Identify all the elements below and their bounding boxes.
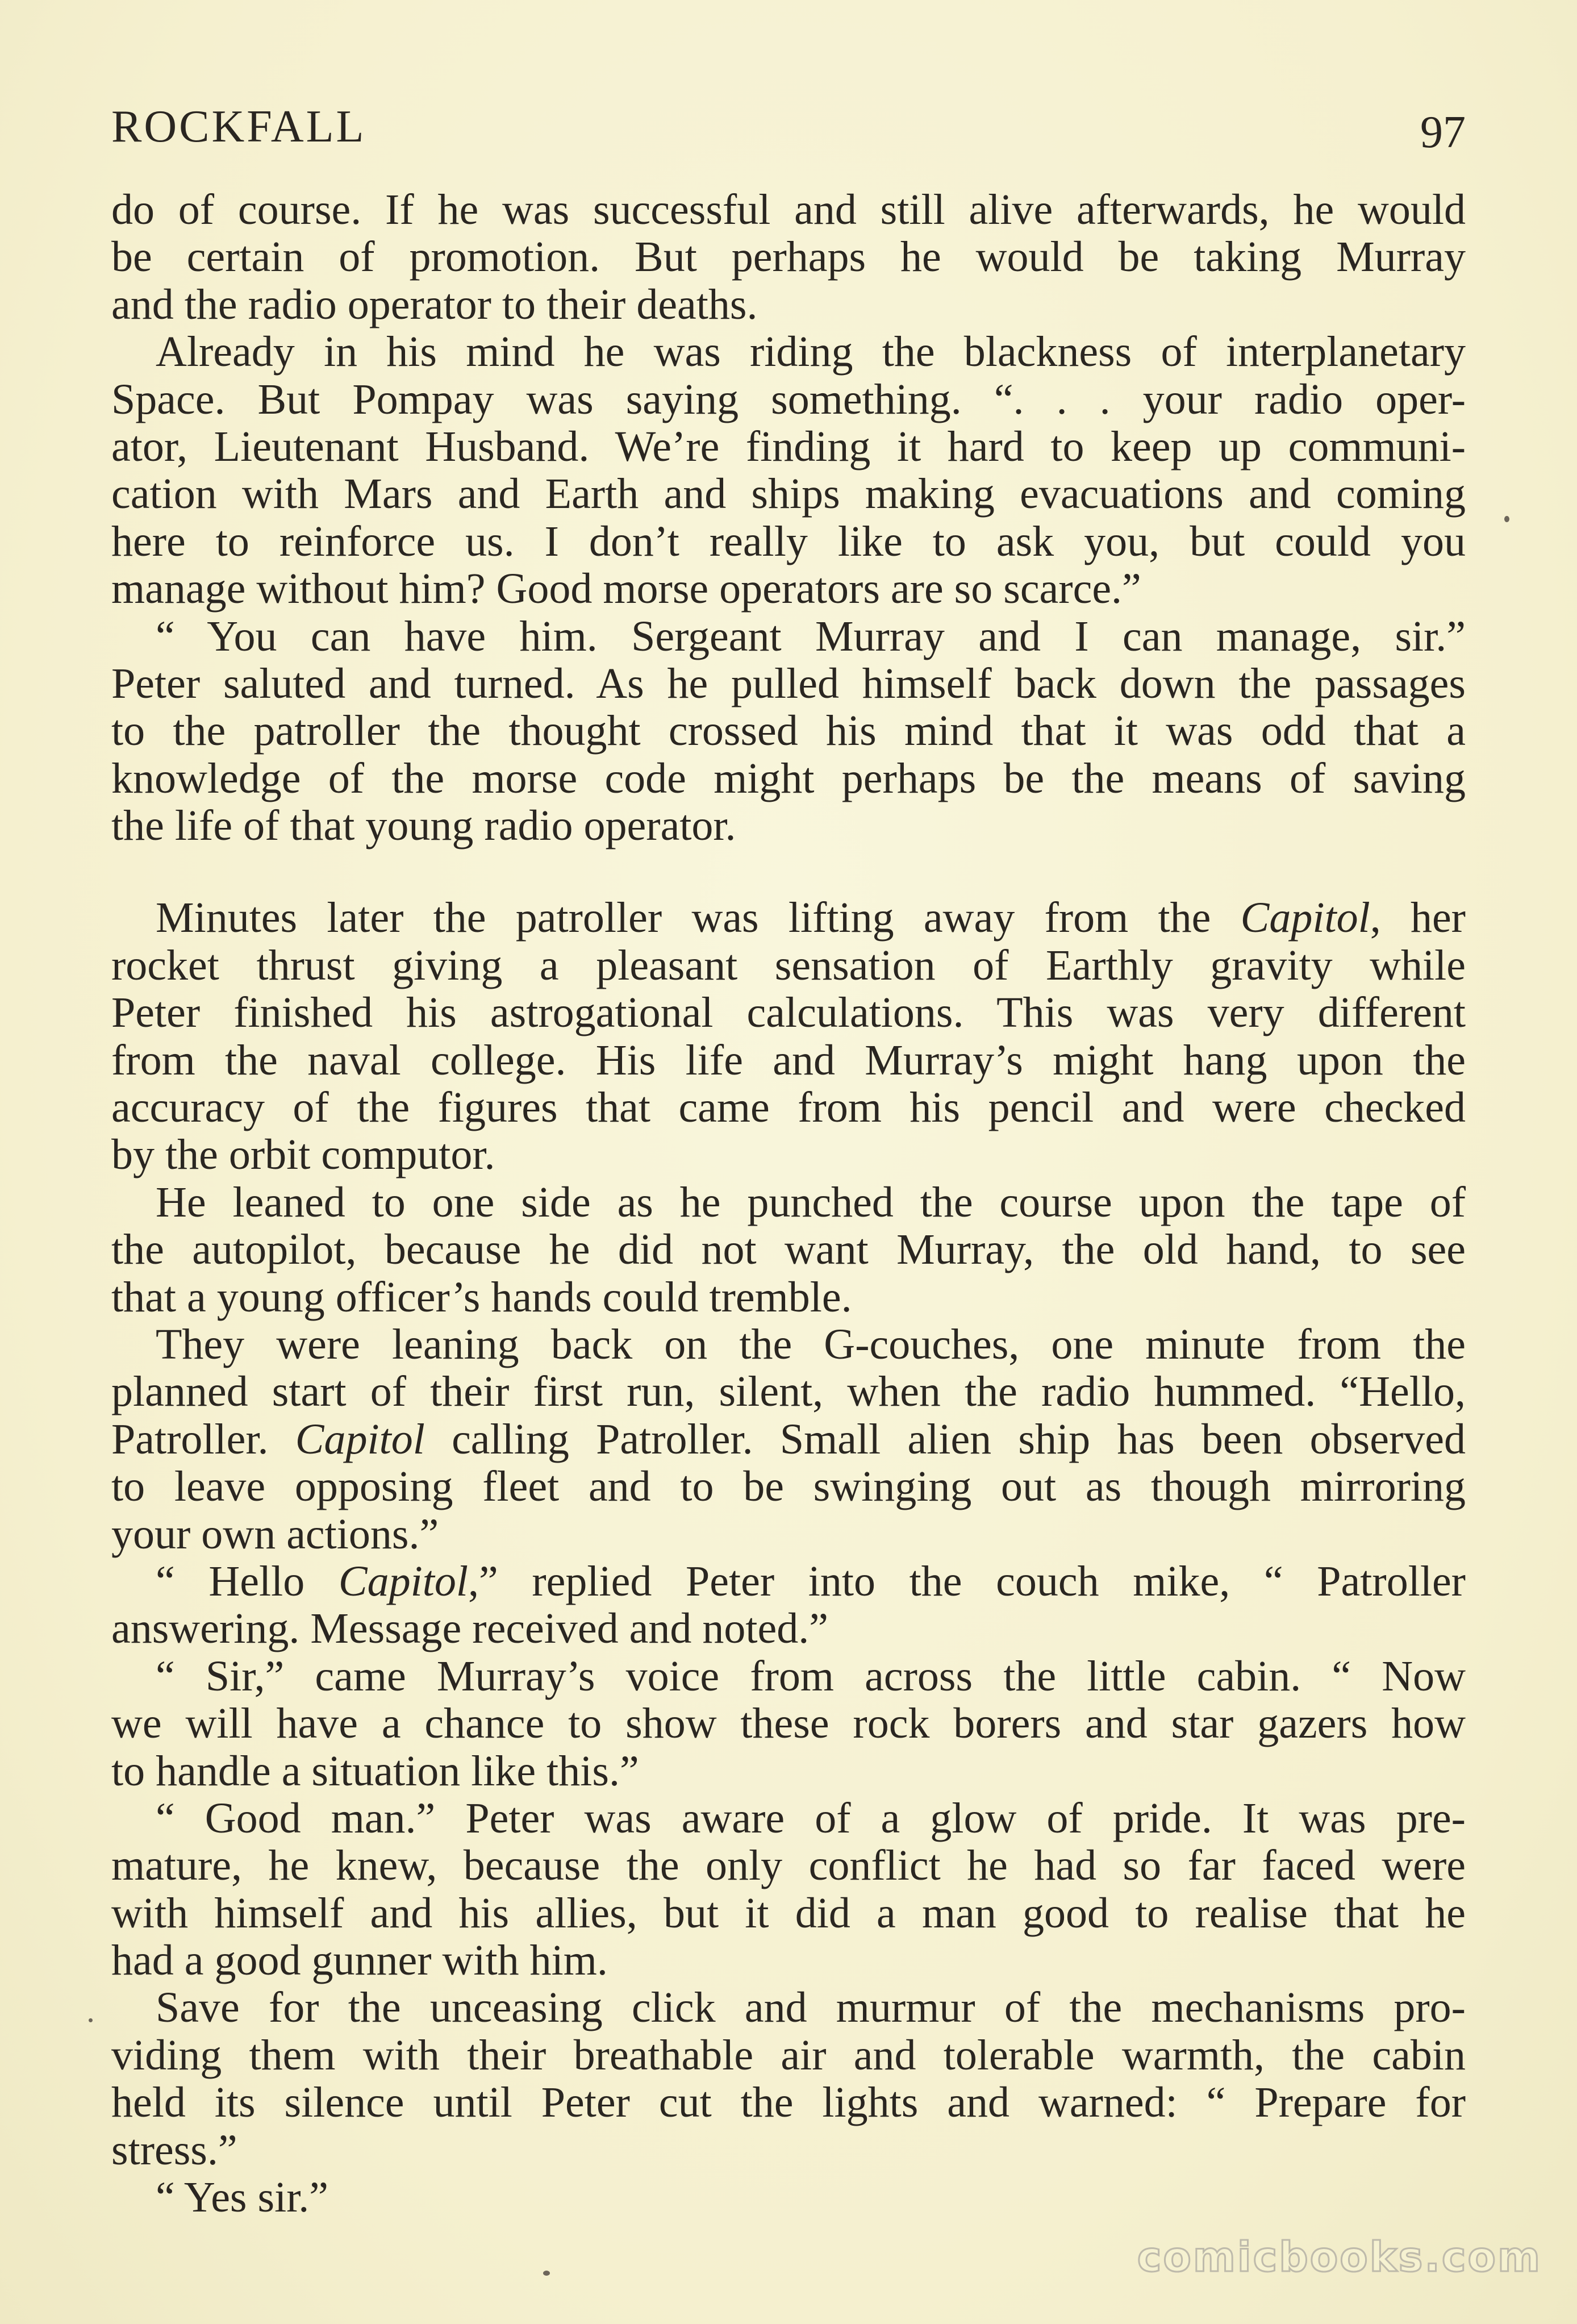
text-line: “ Yes sir.”: [156, 2173, 329, 2222]
text-line: by the orbit computor.: [111, 1131, 495, 1179]
text-line: Save for the unceasing click and murmur of the mechanisms pro-: [156, 1984, 1466, 2032]
section-break: [111, 849, 1466, 894]
text-line: to handle a situation like this.”: [111, 1747, 639, 1795]
text-line: to the patroller the thought crossed his mind that it was odd that a: [111, 707, 1466, 755]
text-line: we will have a chance to show these rock borers and star gazers how: [111, 1700, 1466, 1748]
text-line: “ Good man.” Peter was aware of a glow of pride. It was pre-: [156, 1794, 1466, 1842]
text-line: Peter saluted and turned. As he pulled himself back down the passages: [111, 659, 1466, 707]
running-title: ROCKFALL: [111, 102, 366, 152]
text-line: accuracy of the figures that came from his pencil and were checked: [111, 1084, 1466, 1132]
text-line: manage without him? Good morse operators are so scarce.”: [111, 565, 1141, 613]
text-line: rocket thrust giving a pleasant sensation of Earthly gravity while: [111, 941, 1466, 989]
text-line: to leave opposing fleet and to be swinging out as though mirroring: [111, 1463, 1466, 1511]
text-line: cation with Mars and Earth and ships making evacuations and coming: [111, 470, 1466, 518]
text-line: answering. Message received and noted.”: [111, 1605, 828, 1653]
text-line: do of course. If he was successful and still alive afterwards, he would: [111, 186, 1466, 234]
text-line: Space. But Pompay was saying something. “. . . your radio oper-: [111, 375, 1466, 423]
text-line-part: , her: [1370, 894, 1466, 942]
text-line: They were leaning back on the G-couches, one minute from the: [156, 1320, 1466, 1368]
text-line: [111, 1558, 1466, 1605]
text-line: the autopilot, because he did not want Murray, the old hand, to see: [111, 1226, 1466, 1274]
text-line-part: “ Hello: [156, 1557, 339, 1605]
text-line: that a young officer’s hands could tremble.: [111, 1273, 852, 1321]
text-line: Already in his mind he was riding the blackness of interplanetary: [156, 328, 1466, 376]
ink-speck: [543, 2271, 550, 2276]
ship-name: Capitol: [1240, 894, 1370, 942]
text-line: [111, 1416, 1466, 1463]
text-line: here to reinforce us. I don’t really like to ask you, but could you: [111, 517, 1466, 565]
watermark: comicbooks.com: [1137, 2233, 1542, 2281]
text-line-part: Patroller.: [111, 1415, 295, 1463]
ink-speck: [1504, 516, 1509, 522]
text-line: planned start of their first run, silent, when the radio hummed. “Hello,: [111, 1368, 1466, 1416]
text-line: Peter finished his astrogational calculations. This was very different: [111, 989, 1466, 1037]
text-line: held its silence until Peter cut the lights and warned: “ Prepare for: [111, 2079, 1466, 2127]
page-number: 97: [1420, 107, 1466, 157]
text-line-part: Minutes later the patroller was lifting away from the: [156, 894, 1241, 942]
ship-name: Capitol: [338, 1557, 468, 1605]
text-line: be certain of promotion. But perhaps he would be taking Murray: [111, 233, 1466, 281]
text-line: “ You can have him. Sergeant Murray and I can manage, sir.”: [156, 612, 1466, 660]
text-line: [111, 894, 1466, 942]
text-line: had a good gunner with him.: [111, 1936, 608, 1985]
running-head: [111, 95, 1466, 158]
text-line: mature, he knew, because the only conflict he had so far faced were: [111, 1842, 1466, 1890]
text-line: your own actions.”: [111, 1510, 439, 1558]
text-line: and the radio operator to their deaths.: [111, 280, 758, 328]
text-line: ator, Lieutenant Husband. We’re finding it hard to keep up communi-: [111, 422, 1466, 470]
text-line: from the naval college. His life and Murray’s might hang upon the: [111, 1036, 1466, 1084]
text-line: with himself and his allies, but it did a man good to realise that he: [111, 1889, 1466, 1937]
body-text: [111, 186, 1466, 2221]
text-line: knowledge of the morse code might perhaps be the means of saving: [111, 754, 1466, 802]
text-line: He leaned to one side as he punched the course upon the tape of: [156, 1178, 1466, 1226]
text-line: the life of that young radio operator.: [111, 802, 736, 850]
text-line: stress.”: [111, 2126, 237, 2174]
text-line-part: calling Patroller. Small alien ship has been observed: [424, 1415, 1466, 1463]
ink-speck: [89, 2018, 93, 2022]
text-line: viding them with their breathable air and tolerable warmth, the cabin: [111, 2031, 1466, 2079]
text-line-part: ,” replied Peter into the couch mike, “ Patroller: [468, 1557, 1466, 1605]
text-line: “ Sir,” came Murray’s voice from across the little cabin. “ Now: [156, 1652, 1466, 1700]
ship-name: Capitol: [295, 1415, 425, 1463]
